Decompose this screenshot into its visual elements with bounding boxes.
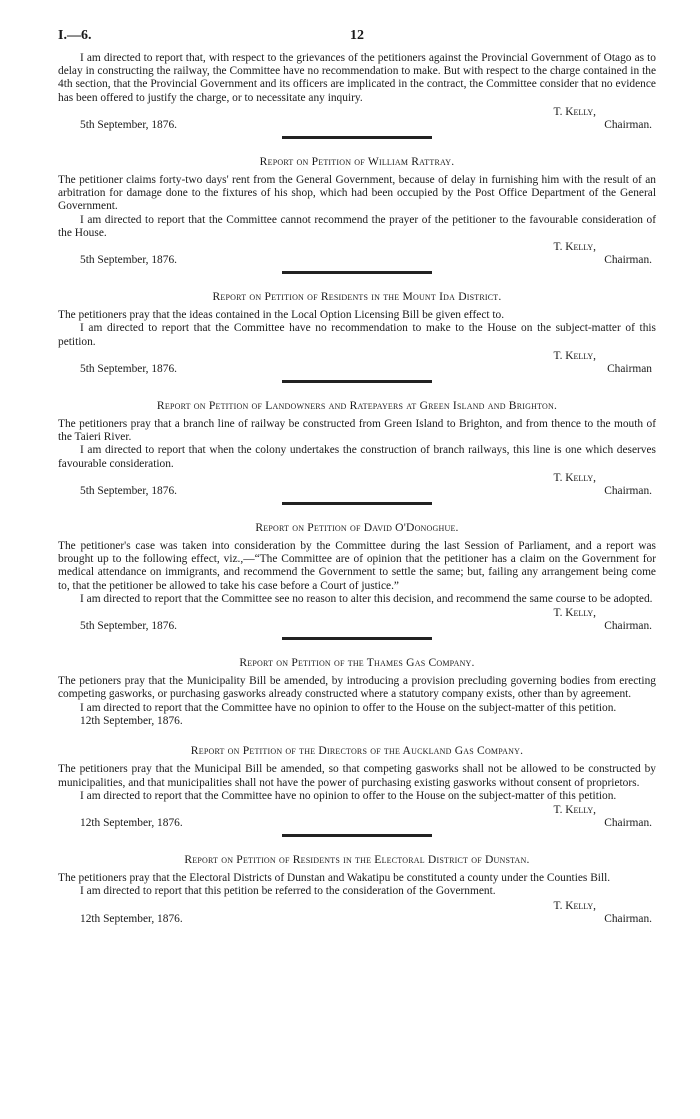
signatory-name: T. Kelly, bbox=[553, 607, 596, 620]
report-paragraph: I am directed to report that the Committee have no opinion to offer to the House on the subject-matter of this petition. bbox=[80, 789, 617, 802]
signature-block bbox=[58, 607, 656, 633]
signature-block bbox=[58, 804, 656, 830]
report-date: 5th September, 1876. bbox=[80, 620, 177, 633]
report-paragraph: I am directed to report that, with respect to the grievances of the petitioners against the Provincial Government of Otago as to delay in constructing the railway, the Committee have no recommendation to make. But with respect to the charge contained in the 4th section, that the Provincial Government and its officers are implicated in the contract, the Committee consider that no evidence has been offered to justify the charge, or to necessitate any inquiry. bbox=[58, 52, 656, 104]
report-date: 5th September, 1876. bbox=[80, 254, 177, 267]
report-paragraph: The petitioners pray that a branch line of railway be constructed from Green Island to Brighton, and from thence to the mouth of the Taieri River. bbox=[58, 418, 656, 444]
report-title: Report on Petition of David O'Donoghue. bbox=[255, 520, 459, 534]
signatory-role: Chairman. bbox=[604, 484, 652, 497]
report-paragraph: I am directed to report that the Committee have no recommendation to make to the House on the subject-matter of this petition. bbox=[58, 322, 656, 348]
report-paragraph: I am directed to report that this petition be referred to the consideration of the Government. bbox=[80, 885, 496, 898]
document-reference: I.—6. bbox=[58, 28, 92, 43]
signatory-name: T. Kelly, bbox=[553, 471, 596, 484]
report-paragraph: The petitioner claims forty-two days' rent from the General Government, because of delay in furnishing him with the result of an arbitration for damage done to the fixtures of his shop, which had been occupied by the Post Office Department of the General Government. bbox=[58, 174, 656, 213]
report-date: 12th September, 1876. bbox=[80, 912, 183, 925]
signature-block bbox=[58, 900, 656, 926]
report-otago bbox=[58, 52, 656, 139]
report-odonoghue bbox=[58, 521, 656, 640]
report-title: Report on Petition of William Rattray. bbox=[259, 154, 455, 168]
signatory-role: Chairman. bbox=[604, 254, 652, 267]
report-thames-gas bbox=[58, 656, 656, 728]
signatory-role: Chairman. bbox=[604, 816, 652, 829]
report-green-island bbox=[58, 399, 656, 505]
signature-block bbox=[58, 350, 656, 376]
report-mount-ida bbox=[58, 290, 656, 383]
report-auckland-gas bbox=[58, 744, 656, 837]
signatory-name: T. Kelly, bbox=[553, 349, 596, 362]
report-paragraph: The petioners pray that the Municipality Bill be amended, by introducing a provision precluding governing bodies from erecting competing gasworks, or purchasing gasworks already constructed where a statutory company exists, other than by agreement. bbox=[58, 675, 656, 701]
page-number: 12 bbox=[350, 28, 364, 43]
report-title: Report on Petition of the Directors of the Auckland Gas Company. bbox=[190, 744, 524, 758]
report-dunstan bbox=[58, 853, 656, 926]
signatory-name: T. Kelly, bbox=[553, 241, 596, 254]
report-title: Report on Petition of Landowners and Ratepayers at Green Island and Brighton. bbox=[156, 398, 558, 412]
signature-block bbox=[58, 106, 656, 132]
report-date: 12th September, 1876. bbox=[80, 816, 183, 829]
signatory-role: Chairman bbox=[607, 362, 652, 375]
report-rattray bbox=[58, 155, 656, 274]
report-title: Report on Petition of the Thames Gas Company. bbox=[239, 656, 475, 670]
report-date: 5th September, 1876. bbox=[80, 362, 177, 375]
report-date: 12th September, 1876. bbox=[80, 714, 183, 727]
signature-block bbox=[58, 472, 656, 498]
report-paragraph: The petitioners pray that the ideas contained in the Local Option Licensing Bill be given effect to. bbox=[58, 309, 505, 322]
signatory-name: T. Kelly, bbox=[553, 803, 596, 816]
report-date: 5th September, 1876. bbox=[80, 484, 177, 497]
signatory-role: Chairman. bbox=[604, 912, 652, 925]
signatory-role: Chairman. bbox=[604, 118, 652, 131]
report-paragraph: I am directed to report that the Committee cannot recommend the prayer of the petitioner to the favourable consideration of the House. bbox=[58, 213, 656, 239]
signatory-name: T. Kelly, bbox=[553, 899, 596, 912]
report-paragraph: The petitioners pray that the Electoral Districts of Dunstan and Wakatipu be constituted a county under the Counties Bill. bbox=[58, 872, 611, 885]
signatory-role: Chairman. bbox=[604, 620, 652, 633]
report-paragraph: The petitioners pray that the Municipal Bill be amended, so that competing gasworks shall not be allowed to be constructed by municipalities, and that municipalities shall not have the power of purchasing existing gasworks without consent of proprietors. bbox=[58, 763, 656, 789]
report-paragraph: I am directed to report that the Committee see no reason to alter this decision, and recommend the same course to be adopted. bbox=[80, 592, 653, 605]
signature-block bbox=[58, 241, 656, 267]
signatory-name: T. Kelly, bbox=[553, 105, 596, 118]
report-title: Report on Petition of Residents in the Electoral District of Dunstan. bbox=[184, 852, 530, 866]
page-header bbox=[58, 28, 656, 52]
report-paragraph: The petitioner's case was taken into consideration by the Committee during the last Session of Parliament, and a report was brought up to the following effect, viz.,—“The Committee are of opinion that the petitioner has a claim on the Government for medical attendance on immigrants, and recommend the Government to settle the same; but, failing any arrangement being come to, that the petitioner be allowed to take his case before a Court of justice.” bbox=[58, 540, 656, 592]
report-paragraph: I am directed to report that when the colony undertakes the construction of branch railways, this line is one which deserves favourable consideration. bbox=[58, 444, 656, 470]
report-date: 5th September, 1876. bbox=[80, 118, 177, 131]
report-paragraph: I am directed to report that the Committee have no opinion to offer to the House on the subject-matter of this petition. bbox=[80, 701, 617, 714]
report-title: Report on Petition of Residents in the Mount Ida District. bbox=[212, 290, 502, 304]
